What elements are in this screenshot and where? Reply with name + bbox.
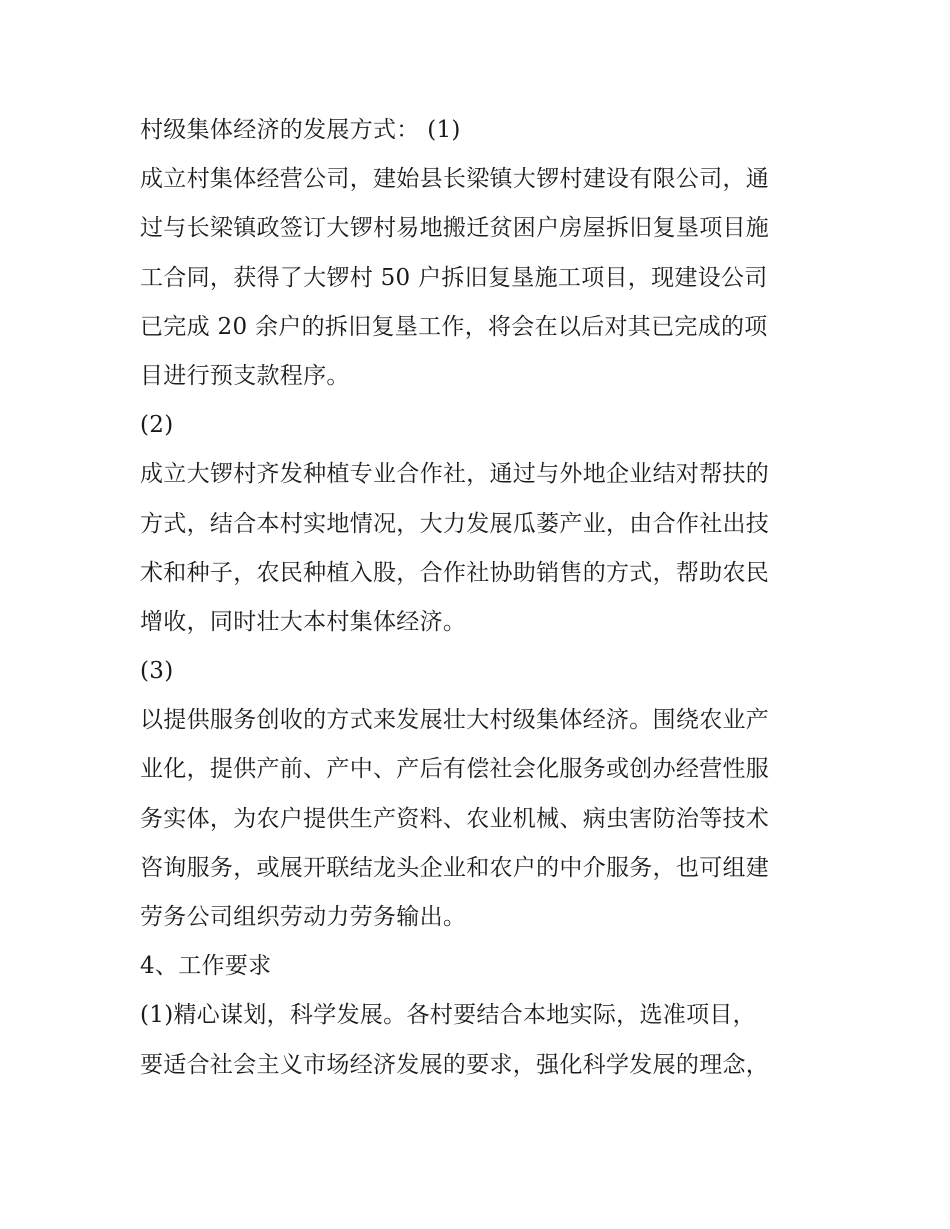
text-line: 目进行预支款程序。 [140,362,350,389]
text-line: 术和种子，农民种植入股，合作社协助销售的方式，帮助农民 [140,559,770,586]
text-line: 务实体，为农户提供生产资料、农业机械、病虫害防治等技术 [140,805,770,832]
text-line: 要适合社会主义市场经济发展的要求，强化科学发展的理念， [140,1051,770,1078]
text-line: (3) [140,658,174,685]
text-line: 方式，结合本村实地情况，大力发展瓜蒌产业，由合作社出技 [140,510,770,537]
text-line: 劳务公司组织劳动力劳务输出。 [140,904,467,930]
text-line: 以提供服务创收的方式来发展壮大村级集体经济。围绕农业产 [140,707,770,734]
section-heading: 4、工作要求 [140,953,272,980]
text-line: 过与长梁镇政签订大锣村易地搬迁贫困户房屋拆旧复垦项目施 [140,215,770,242]
text-line: (2) [140,412,174,439]
text-line: (1)精心谋划，科学发展。各村要结合本地实际，选准项目， [140,1002,756,1029]
text-line: 已完成 20 余户的拆旧复垦工作，将会在以后对其已完成的项 [140,313,768,340]
document-body [140,106,820,1090]
text-line: 咨询服务，或展开联结龙头企业和农户的中介服务，也可组建 [140,854,770,881]
text-line: 成立大锣村齐发种植专业合作社，通过与外地企业结对帮扶的 [140,461,770,488]
text-line: 成立村集体经营公司，建始县长梁镇大锣村建设有限公司，通 [140,166,770,193]
text-line: 业化，提供产前、产中、产后有偿社会化服务或创办经营性服 [140,756,770,783]
text-line: 增收，同时壮大本村集体经济。 [140,608,467,635]
text-line: 工合同，获得了大锣村 50 户拆旧复垦施工项目，现建设公司 [140,264,768,291]
text-line: 村级集体经济的发展方式： (1) [140,117,461,143]
